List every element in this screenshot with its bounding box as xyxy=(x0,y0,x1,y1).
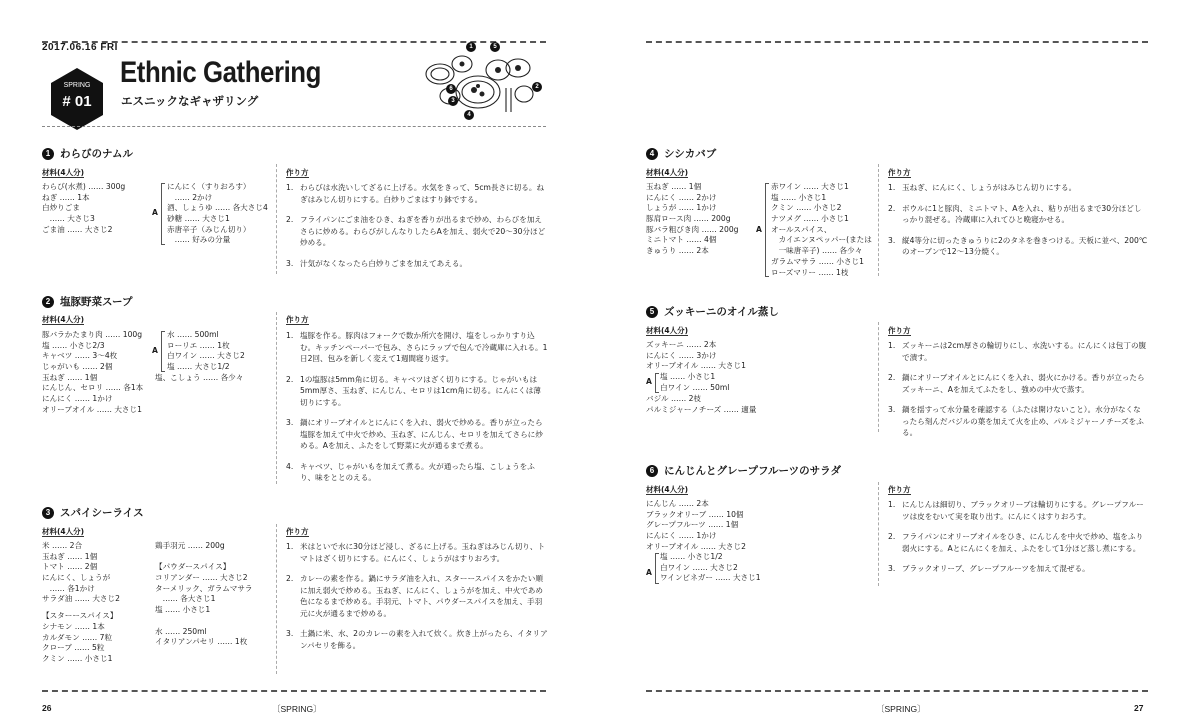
recipe-2-a-bracket xyxy=(161,331,165,372)
recipe-6-ingredients-top: にんじん …… 2本 ブラックオリーブ …… 10個 グレープフルーツ …… 1個 にんにく …… 1かけ オリーブオイル …… 大さじ2 xyxy=(646,499,746,551)
recipe-4-heading xyxy=(646,146,716,161)
header-underline xyxy=(42,126,546,127)
step: 1. 米はといで水に30分ほど浸し、ざるに上げる。玉ねぎはみじん切り、トマトはざく切りにする。にんにく、しょうがはすりおろす。 xyxy=(286,542,546,563)
recipe-title: わらびのナムル xyxy=(60,148,133,160)
column-divider xyxy=(878,164,879,276)
ingredients-label: 材料(4人分) xyxy=(646,485,689,494)
step: 2. 鍋にオリーブオイルとにんにくを入れ、弱火にかける。香りが立ったらズッキーニ、Aを加えてふたをし、強めの中火で蒸す。 xyxy=(888,373,1145,394)
page-number-left: 26 xyxy=(42,703,52,713)
recipe-4-ingredients-main: 玉ねぎ …… 1個 にんにく …… 2かけ しょうが …… 1かけ 豚肩ロース肉 …… 200g 豚バラ粗びき肉 …… 200g ミニトマト …… 4個 きゅうり …… 2本 xyxy=(646,182,739,256)
recipe-title: スパイシーライス xyxy=(60,507,144,519)
recipe-1-ingredients-main: わらび(水煮) …… 300g ねぎ …… 1本 白炒りごま …… 大さじ3 ごま油 …… 大さじ2 xyxy=(42,182,126,234)
step: 1. ズッキーニは2cm厚さの輪切りにし、水洗いする。にんにくは包丁の腹で潰す。 xyxy=(888,341,1147,362)
recipe-6-a-key: A xyxy=(646,568,652,577)
recipe-2-ingredients-a: 水 …… 500ml ローリエ …… 1枚 白ワイン …… 大さじ2 塩 …… 大さじ1/2 xyxy=(167,330,245,372)
step: 4. キャベツ、じゃがいもを加えて煮る。火が通ったら塩、こしょうをふり、味をととのえる。 xyxy=(286,461,535,482)
column-divider xyxy=(878,482,879,586)
step: 2. カレーの素を作る。鍋にサラダ油を入れ、スターースパイスをかたい順に加え弱火で炒める。玉ねぎ、にんにく、しょうがを加え、中火であめ色になるまで炒める。手羽元、トマト、パウダースパイスを加え、手羽元に火が通るまで炒める。 xyxy=(286,574,543,618)
column-divider xyxy=(276,312,277,484)
recipe-2-ingredients-main: 豚バラかたまり肉 …… 100g 塩 …… 小さじ2/3 キャベツ …… 3〜4枚 じゃがいも …… 2個 玉ねぎ …… 1個 にんじん、セロリ …… 各1本 にんにく …… 1かけ オリーブオイル …… 大さじ1 xyxy=(42,330,144,414)
recipe-number-badge: 5 xyxy=(646,306,658,318)
recipe-1-ingredients-a: にんにく（すりおろす） …… 2かけ 酒、しょうゆ …… 各大さじ4 砂糖 …… 大さじ1 赤唐辛子（みじん切り） …… 好みの分量 xyxy=(167,182,268,245)
ingredients-label: 材料(4人分) xyxy=(42,168,85,177)
method-label: 作り方 xyxy=(888,326,911,335)
recipe-number-badge: 6 xyxy=(646,465,658,477)
recipe-2-heading xyxy=(42,294,132,309)
method-label: 作り方 xyxy=(286,527,309,536)
page-title: Ethnic Gathering xyxy=(120,56,321,89)
method-label: 作り方 xyxy=(888,485,911,494)
illustration-marker-3: 3 xyxy=(448,96,458,106)
page-number-right: 27 xyxy=(1134,703,1144,713)
ingredients-label: 材料(4人分) xyxy=(646,168,689,177)
footer-season-right: 〔SPRING〕 xyxy=(876,704,926,714)
recipe-1-a-bracket xyxy=(161,183,165,245)
column-divider xyxy=(878,322,879,432)
recipe-4-a-key: A xyxy=(756,225,762,234)
recipe-2-a-key: A xyxy=(152,346,158,355)
recipe-6-heading xyxy=(646,463,841,478)
step: 1. 玉ねぎ、にんにく、しょうがはみじん切りにする。 xyxy=(888,183,1077,192)
column-divider xyxy=(276,164,277,274)
recipe-title: 塩豚野菜スープ xyxy=(60,296,133,308)
recipe-3-ingredients-main: 米 …… 2合 玉ねぎ …… 1個 トマト …… 2個 にんにく、しょうが …… 各1かけ サラダ油 …… 大さじ2 【スターースパイス】 シナモン …… 1本 カルダモン …… 7粒 クローブ …… 5粒 クミン …… 小さじ1 xyxy=(42,541,120,663)
recipe-5-steps xyxy=(888,340,1148,448)
recipe-5-heading xyxy=(646,304,779,319)
recipe-3-steps xyxy=(286,541,548,660)
recipe-4-ingredients-a: 赤ワイン …… 大さじ1 塩 …… 小さじ1 クミン …… 小さじ2 ナツメグ …… 小さじ1 オールスパイス、 カイエンヌペッパー(または 一味唐辛子) …… 各少々 ガラムマサラ …… 小さじ1 ローズマリー …… 1枝 xyxy=(771,182,872,277)
recipe-3-heading xyxy=(42,505,144,520)
table-illustration xyxy=(418,40,546,120)
top-rule-right xyxy=(646,41,1148,43)
recipe-number-badge: 4 xyxy=(646,148,658,160)
method-label: 作り方 xyxy=(888,168,911,177)
recipe-number-badge: 2 xyxy=(42,296,54,308)
step: 2. フライパンにごま油をひき、ねぎを香りが出るまで炒め、わらびを加えさらに炒める。わらびがしんなりしたらAを加え、弱火で20〜30分ほど炒める。 xyxy=(286,215,546,247)
step: 2. 1の塩豚は5mm角に切る。キャベツはざく切りにする。じゃがいもは5mm厚さ、玉ねぎ、にんじん、セロリは1cm角に切る。にんにくは薄切りにする。 xyxy=(286,374,541,407)
step: 3. 鍋を揺すって水分量を確認する（ふたは開けないこと）。水分がなくなったら刻んだバジルの葉を加えて火を止め、パルミジャーノチーズをふる。 xyxy=(888,405,1144,437)
recipe-1-a-key: A xyxy=(152,208,158,217)
step: 1. わらびは水洗いしてざるに上げる。水気をきって、5cm長さに切る。ねぎはみじん切りにする。白炒りごまはすり鉢でする。 xyxy=(286,183,545,204)
recipe-5-ingredients-a: 塩 …… 小さじ1 白ワイン …… 50ml xyxy=(660,372,730,392)
page-subtitle: エスニックなギャザリング xyxy=(121,94,259,108)
footer-season-left: 〔SPRING〕 xyxy=(272,704,322,714)
recipe-6-a-bracket xyxy=(655,553,659,584)
recipe-title: にんじんとグレープフルーツのサラダ xyxy=(664,465,842,477)
bottom-rule-right xyxy=(646,690,1148,692)
recipe-5-ingredients-top: ズッキーニ …… 2本 にんにく …… 3かけ オリーブオイル …… 大さじ1 xyxy=(646,340,746,371)
recipe-number-badge: 3 xyxy=(42,507,54,519)
step: 3. ブラックオリーブ、グレープフルーツを加えて混ぜる。 xyxy=(888,564,1090,573)
recipe-2-steps xyxy=(286,330,548,493)
recipe-title: シシカバブ xyxy=(664,148,717,160)
step: 1. 塩豚を作る。豚肉はフォークで数か所穴を開け、塩をしっかりすり込む。キッチンペーパーで包み、さらにラップで包んで冷蔵庫に入れる。1日2回、包みを新しく変えて1週間寝り返す。 xyxy=(286,331,548,363)
recipe-5-a-bracket xyxy=(655,373,659,393)
recipe-1-steps xyxy=(286,182,548,278)
step: 3. 土鍋に米、水、2のカレーの素を入れて炊く。炊き上がったら、イタリアンパセリを飾る。 xyxy=(286,629,548,650)
badge-number-text: # 01 xyxy=(62,93,92,110)
method-label: 作り方 xyxy=(286,315,309,324)
step: 3. 縦4等分に切ったきゅうりに2のタネを巻きつける。天板に並べ、200℃のオーブンで12〜13分焼く。 xyxy=(888,235,1148,256)
method-label: 作り方 xyxy=(286,168,309,177)
recipe-title: ズッキーニのオイル蒸し xyxy=(664,306,779,318)
recipe-6-steps xyxy=(888,499,1148,584)
illustration-marker-6: 6 xyxy=(446,84,456,94)
recipe-3-ingredients-sub: 鶏手羽元 …… 200g 【パウダースパイス】 コリアンダー …… 大さじ2 ターメリック、ガラムマサラ …… 各大さじ1 塩 …… 小さじ1 水 …… 250ml イタリアンパセリ …… 1枚 xyxy=(155,541,253,647)
recipe-6-ingredients-a: 塩 …… 小さじ1/2 白ワイン …… 大さじ2 ワインビネガー …… 大さじ1 xyxy=(660,552,761,583)
recipe-4-a-bracket xyxy=(765,183,769,277)
column-divider xyxy=(276,524,277,674)
bottom-rule-left xyxy=(42,690,546,692)
ingredients-label: 材料(4人分) xyxy=(42,315,85,324)
ingredients-label: 材料(4人分) xyxy=(42,527,85,536)
illustration-marker-5: 5 xyxy=(490,42,500,52)
illustration-marker-1: 1 xyxy=(466,42,476,52)
step: 2. ボウルに1と豚肉、ミニトマト、Aを入れ、粘りが出るまで30分ほどしっかり混ぜる。冷蔵庫に入れてひと晩寝かせる。 xyxy=(888,203,1142,224)
recipe-4-steps xyxy=(888,182,1148,267)
season-badge xyxy=(48,66,106,132)
illustration-marker-4: 4 xyxy=(464,110,474,120)
step: 1. にんじんは細切り、ブラックオリーブは輪切りにする。グレープフルーツは皮をむいて実を取り出す。にんにくはすりおろす。 xyxy=(888,500,1144,521)
badge-season-text: SPRING xyxy=(63,82,91,89)
recipe-2-seasoning: 塩、こしょう …… 各少々 xyxy=(155,373,244,382)
recipe-5-ingredients-bottom: バジル …… 2枝 パルミジャーノチーズ …… 適量 xyxy=(646,394,757,414)
recipe-1-heading xyxy=(42,146,133,161)
date-label: 2017.06.16 FRI xyxy=(42,42,118,53)
step: 3. 鍋にオリーブオイルとにんにくを入れ、弱火で炒める。香りが立ったら塩豚を加えて中火で炒め、玉ねぎ、にんじん、セロリを加えてさらに炒める。Aを加え、ふたをして野菜に火が通るまで煮る。 xyxy=(286,418,543,450)
illustration-marker-2: 2 xyxy=(532,82,542,92)
recipe-number-badge: 1 xyxy=(42,148,54,160)
ingredients-label: 材料(4人分) xyxy=(646,326,689,335)
step: 2. フライパンにオリーブオイルをひき、にんじんを中火で炒め、塩をふり弱火にする。Aとにんにくを加え、ふたをして1分ほど蒸し煮にする。 xyxy=(888,532,1144,553)
recipe-5-a-key: A xyxy=(646,377,652,386)
step: 3. 汁気がなくなったら白炒りごまを加えてあえる。 xyxy=(286,258,468,268)
